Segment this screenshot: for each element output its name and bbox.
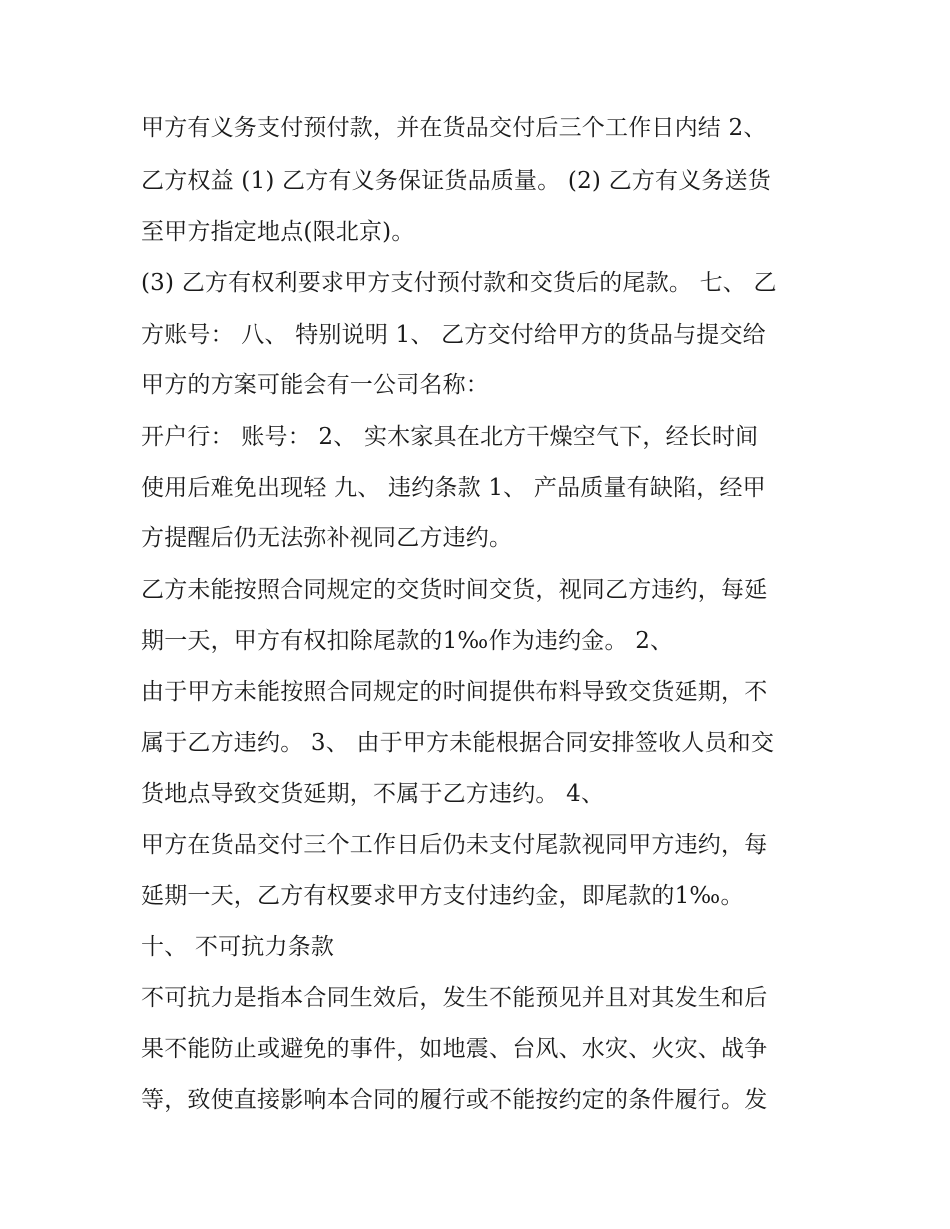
text-line: 使用后难免出现轻 九、 违约条款 1、 产品质量有缺陷，经甲 (141, 475, 766, 501)
section-heading: 十、 不可抗力条款 (141, 934, 335, 960)
text-line: (3) 乙方有权利要求甲方支付预付款和交货后的尾款。 七、 乙 (141, 270, 777, 296)
text-line: 开户行： 账号： 2、 实木家具在北方干燥空气下，经长时间 (141, 424, 759, 450)
text-line: 甲方的方案可能会有一公司名称： (141, 372, 489, 398)
text-line: 由于甲方未能按照合同规定的时间提供布料导致交货延期，不 (141, 679, 768, 705)
text-line: 甲方在货品交付三个工作日后仍未支付尾款视同甲方违约，每 (141, 832, 768, 858)
text-line: 属于乙方违约。 3、 由于甲方未能根据合同安排签收人员和交 (141, 730, 775, 756)
text-line: 期一天，甲方有权扣除尾款的1‰作为违约金。 2、 (141, 628, 674, 654)
text-line: 方提醒后仍无法弥补视同乙方违约。 (141, 525, 513, 551)
text-line: 不可抗力是指本合同生效后，发生不能预见并且对其发生和后 (141, 985, 768, 1011)
text-line: 果不能防止或避免的事件，如地震、台风、水灾、火灾、战争 (141, 1036, 768, 1062)
text-line: 方账号： 八、 特别说明 1、 乙方交付给甲方的货品与提交给 (141, 322, 766, 348)
text-line: 等，致使直接影响本合同的履行或不能按约定的条件履行。发 (141, 1087, 768, 1113)
text-line: 乙方未能按照合同规定的交货时间交货，视同乙方违约，每延 (141, 577, 768, 603)
text-line: 货地点导致交货延期，不属于乙方违约。 4、 (141, 781, 605, 807)
text-line: 乙方权益 (1) 乙方有义务保证货品质量。 (2) 乙方有义务送货 (141, 168, 772, 194)
text-line: 至甲方指定地点(限北京)。 (141, 219, 415, 245)
text-line: 延期一天，乙方有权要求甲方支付违约金，即尾款的1‰。 (141, 883, 744, 909)
text-line: 甲方有义务支付预付款，并在货品交付后三个工作日内结 2、 (141, 115, 767, 141)
